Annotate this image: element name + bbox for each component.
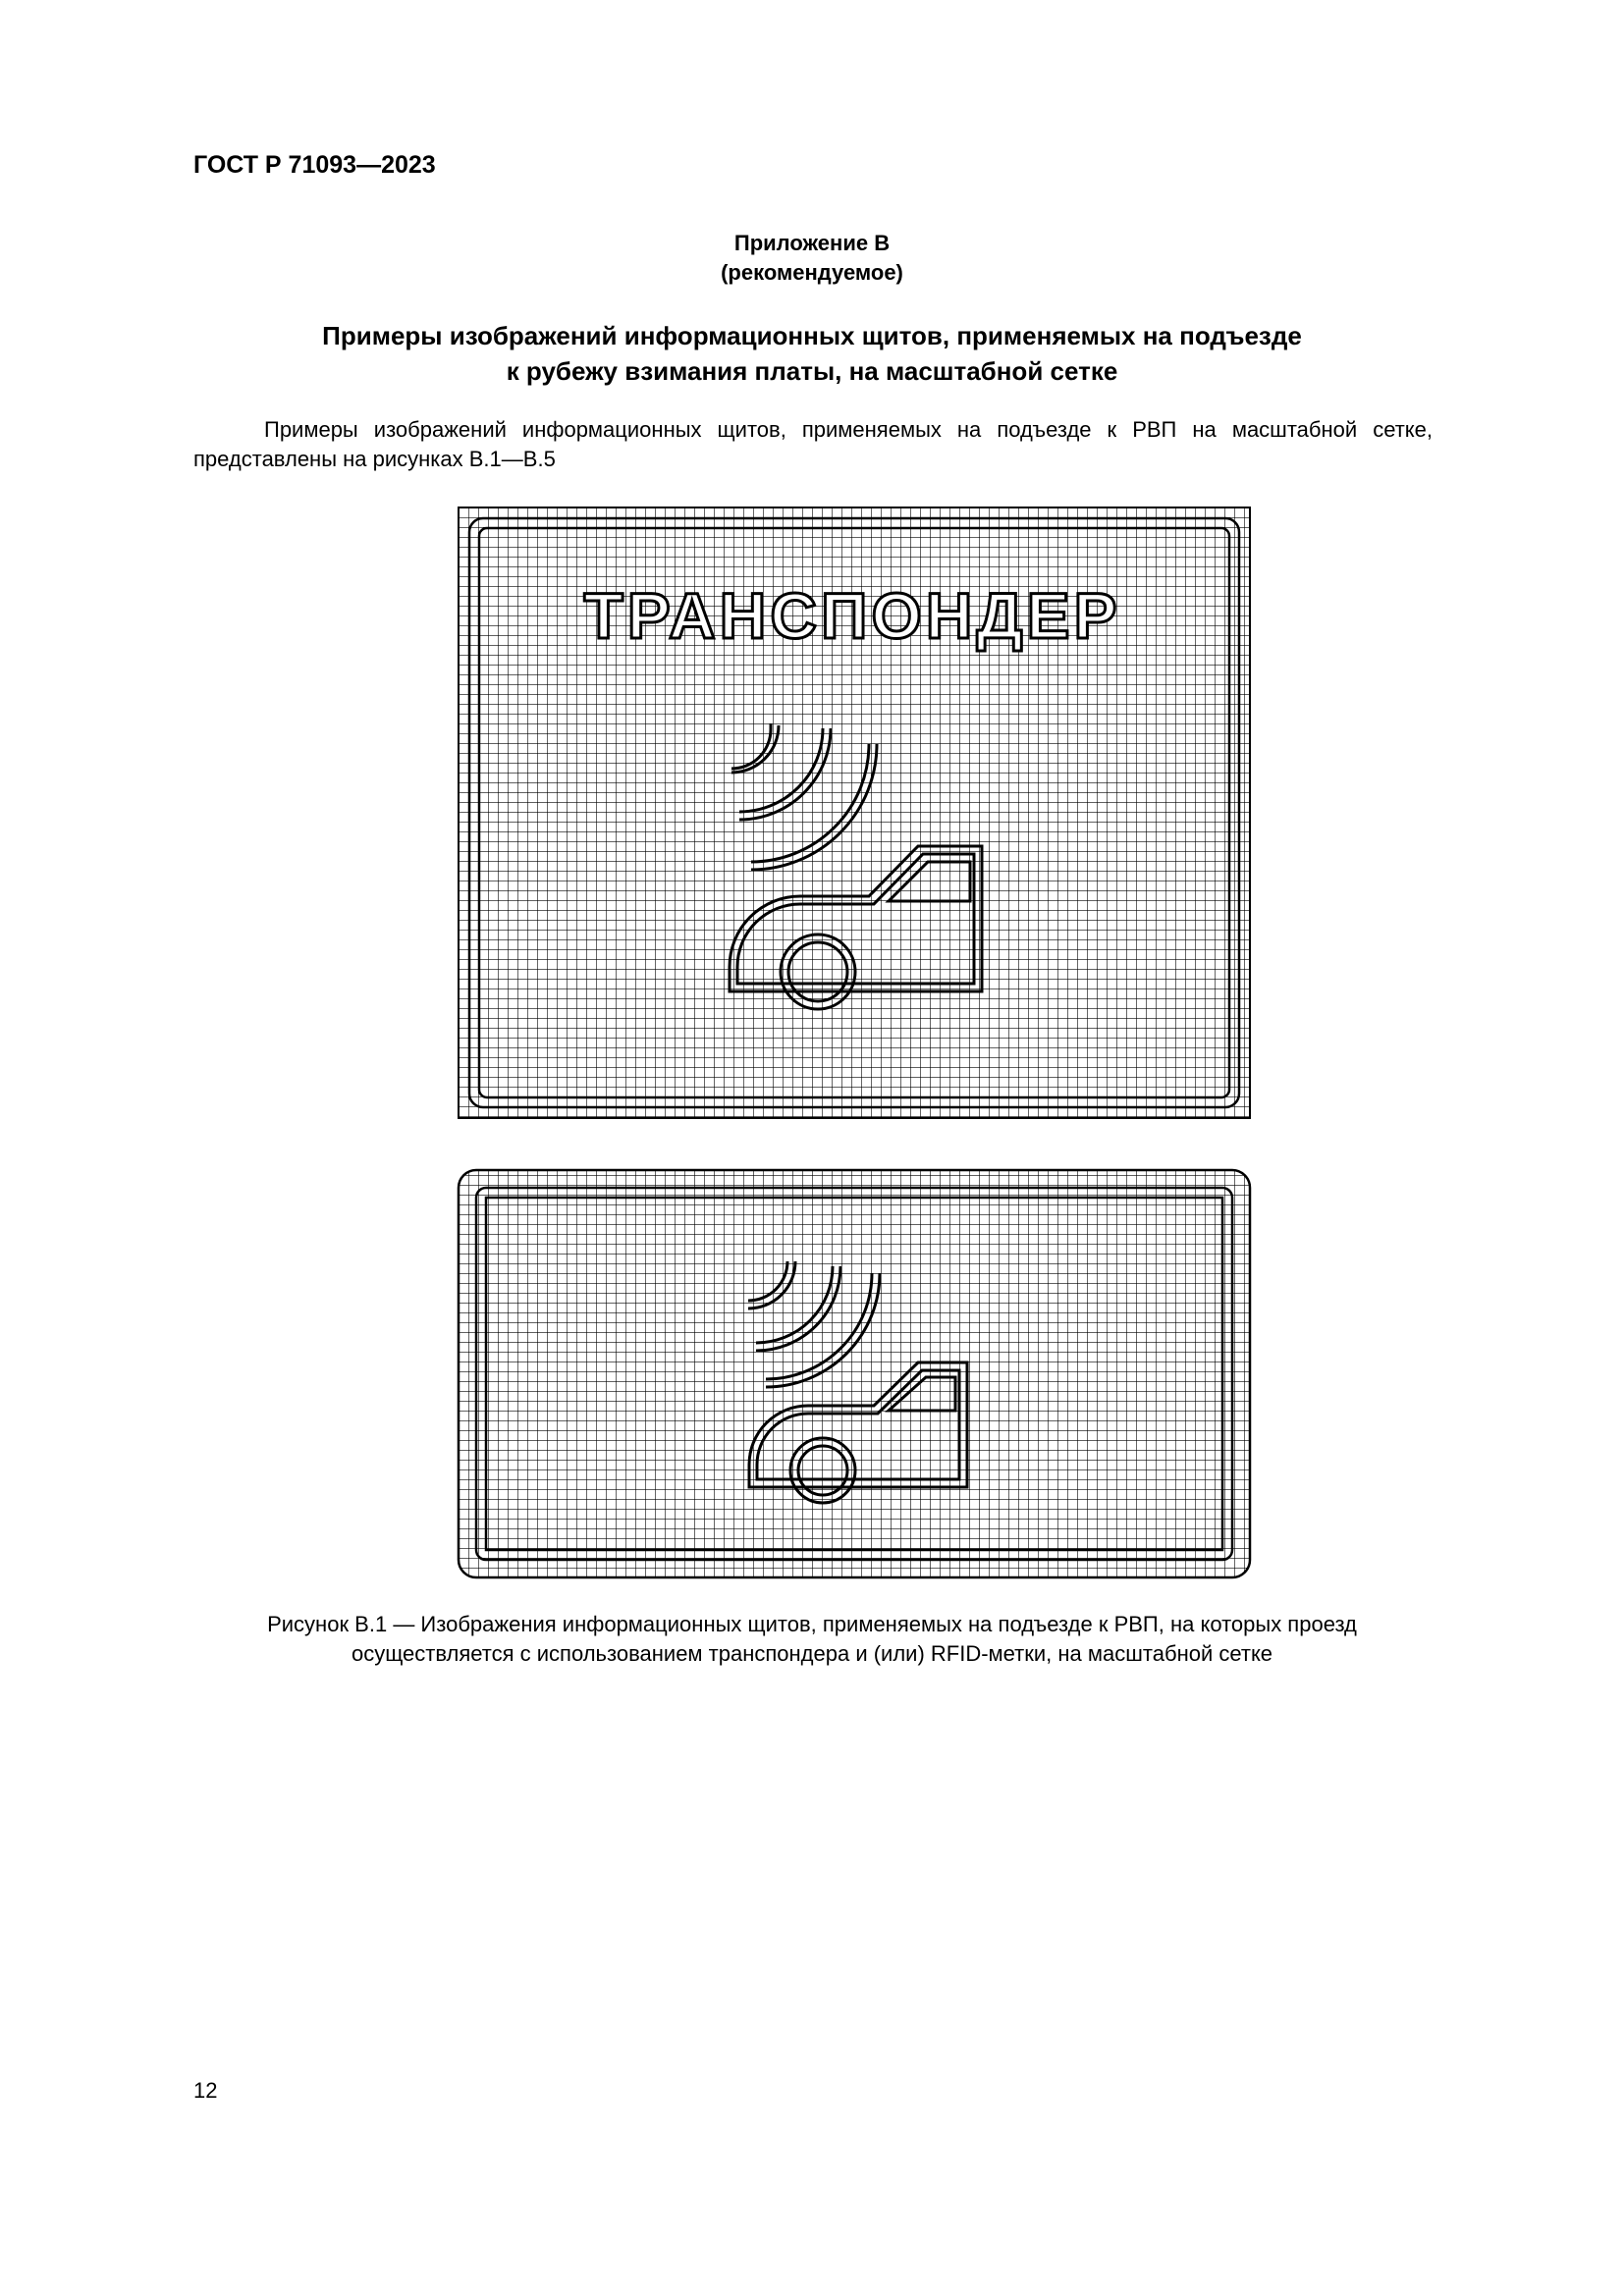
annex-label: Приложение В	[733, 231, 891, 255]
figure-caption	[0, 1610, 1624, 1669]
sign-title-text: ТРАНСПОНДЕР	[583, 579, 1121, 652]
annex-status: (рекомендуемое)	[721, 260, 903, 285]
heading-line-2: к рубежу взимания платы, на масштабной сетке	[506, 356, 1118, 386]
caption-line-1: Рисунок В.1 — Изображения информационных щитов, применяемых на подъезде к РВП, на которых проезд	[267, 1612, 1357, 1636]
heading-line-1: Примеры изображений информационных щитов, применяемых на подъезде	[322, 321, 1302, 350]
sign-transponder-icon-only	[459, 1170, 1250, 1577]
document-id: ГОСТ Р 71093—2023	[193, 151, 436, 179]
intro-paragraph: Примеры изображений информационных щитов, применяемых на подъезде к РВП на масштабной сетке, представлены на рисунках В.1—В.5	[193, 417, 1433, 471]
sign-transponder-with-text	[459, 507, 1250, 1118]
caption-line-2: осуществляется с использованием транспондера и (или) RFID-метки, на масштабной сетке	[351, 1641, 1273, 1666]
page-number: 12	[193, 2078, 218, 2103]
